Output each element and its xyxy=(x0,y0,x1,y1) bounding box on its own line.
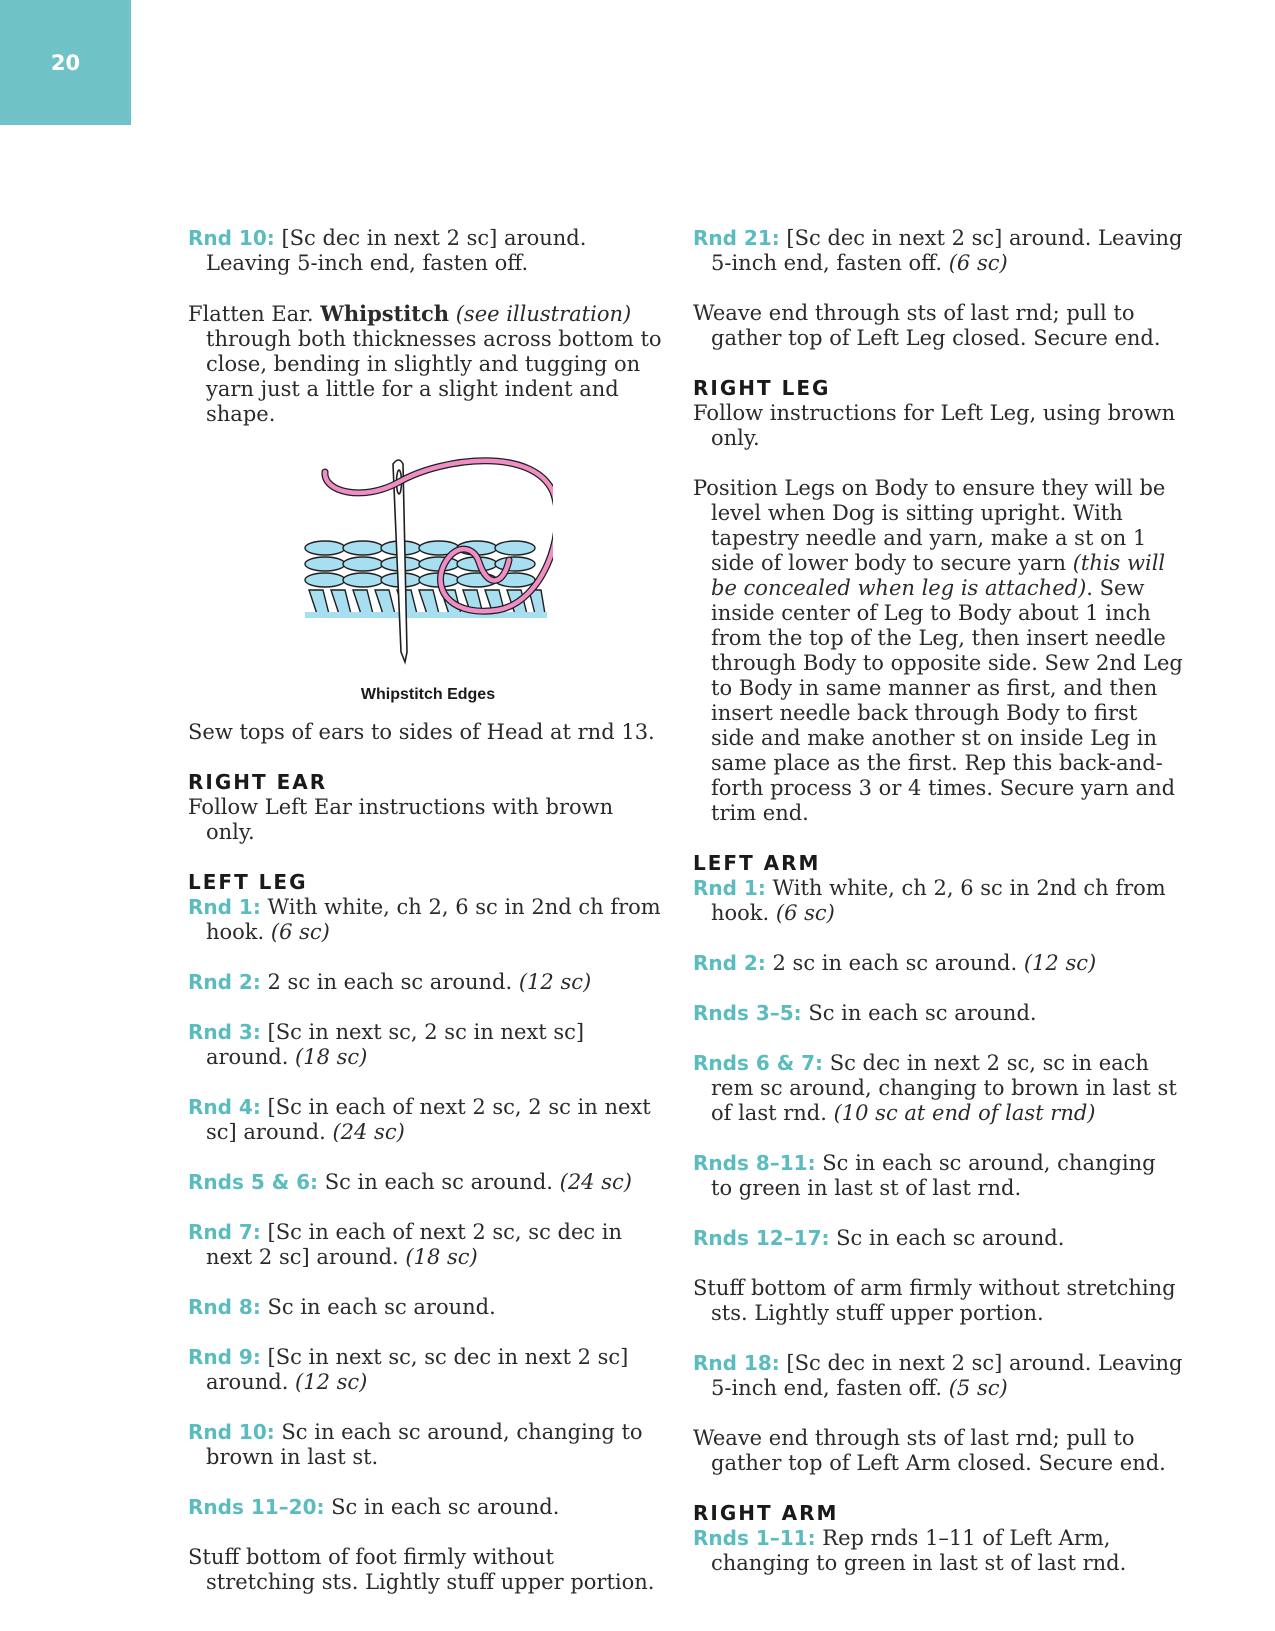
step-count: (10 sc at end of last rnd) xyxy=(833,1101,1096,1125)
left-leg-step xyxy=(188,970,668,995)
step-label: Rnds 12–17: xyxy=(693,1226,830,1250)
left-leg-step xyxy=(188,895,668,945)
step-label: Rnds 3–5: xyxy=(693,1001,802,1025)
left-arm-stuff-paragraph: Stuff bottom of arm firmly without stretching sts. Lightly stuff upper portion. xyxy=(693,1276,1176,1325)
position-text: Position Legs on Body to ensure they will be level when Dog is sitting upright. With tapestry needle and yarn, make a st on 1 side of lower body to secure yarn xyxy=(693,476,1166,575)
step-count: (12 sc) xyxy=(295,1370,368,1394)
step-count: (24 sc) xyxy=(332,1120,405,1144)
step-label: Rnd 8: xyxy=(188,1295,261,1319)
sew-tops-paragraph: Sew tops of ears to sides of Head at rnd 13. xyxy=(188,720,655,744)
right-leg-text: Follow instructions for Left Leg, using brown only. xyxy=(693,401,1176,450)
left-leg-stuff-paragraph: Stuff bottom of foot firmly without stretching sts. Lightly stuff upper portion. xyxy=(188,1545,655,1594)
step-label: Rnd 2: xyxy=(693,951,766,975)
left-arm-step xyxy=(693,1051,1183,1126)
right-arm-step xyxy=(693,1526,1183,1576)
left-arm-step xyxy=(693,1151,1183,1201)
whipstitch-figure xyxy=(188,452,668,704)
step-text: Sc in each sc around. xyxy=(260,1295,496,1319)
step-text: [Sc in each of next 2 sc, 2 sc in next sc] around. xyxy=(206,1095,651,1144)
step-text: Rep rnds 1–11 of Left Arm, changing to green in last st of last rnd. xyxy=(711,1526,1127,1575)
step-text: [Sc in next sc, 2 sc in next sc] around. xyxy=(206,1020,585,1069)
step-label: Rnd 1: xyxy=(188,895,261,919)
step-label: Rnds 5 & 6: xyxy=(188,1170,319,1194)
step-text: Sc in each sc around, changing to brown in last st. xyxy=(206,1420,643,1469)
step-label: Rnd 10: xyxy=(188,1420,275,1444)
step-text: Sc in each sc around, changing to green in last st of last rnd. xyxy=(711,1151,1156,1200)
left-leg-step xyxy=(188,1345,668,1395)
left-rnd10 xyxy=(188,226,668,276)
whipstitch-illustration-icon xyxy=(303,452,553,672)
step-label: Rnd 9: xyxy=(188,1345,261,1369)
step-label: Rnd 7: xyxy=(188,1220,261,1244)
page-number: 20 xyxy=(50,50,81,75)
left-leg-step xyxy=(188,1420,668,1470)
whipstitch-term: Whipstitch xyxy=(320,301,450,326)
step-text: [Sc in next sc, sc dec in next 2 sc] around. xyxy=(206,1345,629,1394)
step-count: (6 sc) xyxy=(775,901,835,925)
step-count: (18 sc) xyxy=(405,1245,478,1269)
page-number-tab xyxy=(0,0,131,125)
step-label: Rnds 8–11: xyxy=(693,1151,816,1175)
step-text: With white, ch 2, 6 sc in 2nd ch from hook. xyxy=(711,876,1166,925)
left-leg-heading: LEFT LEG xyxy=(188,870,308,894)
step-label: Rnd 2: xyxy=(188,970,261,994)
left-arm-step xyxy=(693,1001,1183,1026)
step-label: Rnd 10: xyxy=(188,226,275,250)
left-leg-step xyxy=(188,1095,668,1145)
left-leg-step xyxy=(188,1295,668,1320)
right-ear-heading: RIGHT EAR xyxy=(188,770,328,794)
right-column xyxy=(693,226,1183,1601)
step-text: Sc in each sc around. xyxy=(324,1495,560,1519)
step-label: Rnds 1–11: xyxy=(693,1526,816,1550)
step-text: 2 sc in each sc around. xyxy=(765,951,1024,975)
flatten-ear-paragraph xyxy=(188,301,668,427)
left-column xyxy=(188,226,668,1620)
step-label: Rnd 4: xyxy=(188,1095,261,1119)
right-rnd21 xyxy=(693,226,1183,276)
step-label: Rnd 21: xyxy=(693,226,780,250)
step-count: (6 sc) xyxy=(270,920,330,944)
left-leg-step xyxy=(188,1220,668,1270)
step-count: (12 sc) xyxy=(518,970,592,994)
step-text: Sc in each sc around. xyxy=(801,1001,1037,1025)
step-text: Sc in each sc around. xyxy=(829,1226,1065,1250)
figure-caption: Whipstitch Edges xyxy=(360,686,496,703)
step-count: (12 sc) xyxy=(1023,951,1097,975)
step-label: Rnds 6 & 7: xyxy=(693,1051,824,1075)
step-count: (18 sc) xyxy=(295,1045,368,1069)
left-arm-rnd18 xyxy=(693,1351,1183,1401)
see-illustration-note: (see illustration) xyxy=(455,302,632,326)
flatten-text: Flatten Ear. xyxy=(188,302,321,326)
step-text: Sc in each sc around. xyxy=(318,1170,560,1194)
step-count: (5 sc) xyxy=(948,1376,1008,1400)
step-label: Rnds 11–20: xyxy=(188,1495,325,1519)
left-arm-step xyxy=(693,876,1183,926)
flatten-text-rest: through both thicknesses across bottom to close, bending in slightly and tugging on yarn just a little for a slight indent and shape. xyxy=(206,327,662,426)
step-text: [Sc dec in next 2 sc] around. Leaving 5-inch end, fasten off. xyxy=(206,226,587,275)
right-leg-heading: RIGHT LEG xyxy=(693,376,831,400)
left-leg-step xyxy=(188,1495,668,1520)
left-arm-step xyxy=(693,951,1183,976)
position-legs-paragraph xyxy=(693,476,1183,826)
step-count: (24 sc) xyxy=(559,1170,632,1194)
step-text: [Sc in each of next 2 sc, sc dec in next 2 sc] around. xyxy=(206,1220,623,1269)
left-arm-heading: LEFT ARM xyxy=(693,851,821,875)
position-text-rest: . Sew inside center of Leg to Body about 1 inch from the top of the Leg, then insert needle through Body to opposite side. Sew 2nd Leg to Body in same manner as first, and then insert needle back through Body to first side and make another st on inside Leg in same place as the first. Rep this back-and-forth process 3 or 4 times. Secure yarn and trim end. xyxy=(711,576,1183,825)
step-label: Rnd 3: xyxy=(188,1020,261,1044)
step-text: 2 sc in each sc around. xyxy=(260,970,519,994)
left-arm-step xyxy=(693,1226,1183,1251)
step-text: [Sc dec in next 2 sc] around. Leaving 5-inch end, fasten off. xyxy=(711,226,1183,275)
position-note: (this will be concealed when leg is attached) xyxy=(711,551,1166,600)
step-count: (6 sc) xyxy=(948,251,1008,275)
weave-arm-paragraph: Weave end through sts of last rnd; pull to gather top of Left Arm closed. Secure end. xyxy=(693,1426,1166,1475)
left-leg-step xyxy=(188,1170,668,1195)
left-leg-step xyxy=(188,1020,668,1070)
step-text: [Sc dec in next 2 sc] around. Leaving 5-inch end, fasten off. xyxy=(711,1351,1183,1400)
step-label: Rnd 1: xyxy=(693,876,766,900)
right-ear-text: Follow Left Ear instructions with brown only. xyxy=(188,795,614,844)
step-text: With white, ch 2, 6 sc in 2nd ch from hook. xyxy=(206,895,661,944)
step-text: Sc dec in next 2 sc, sc in each rem sc around, changing to brown in last st of last rnd. xyxy=(711,1051,1177,1125)
right-arm-heading: RIGHT ARM xyxy=(693,1501,839,1525)
step-label: Rnd 18: xyxy=(693,1351,780,1375)
weave-leg-paragraph: Weave end through sts of last rnd; pull to gather top of Left Leg closed. Secure end. xyxy=(693,301,1161,350)
